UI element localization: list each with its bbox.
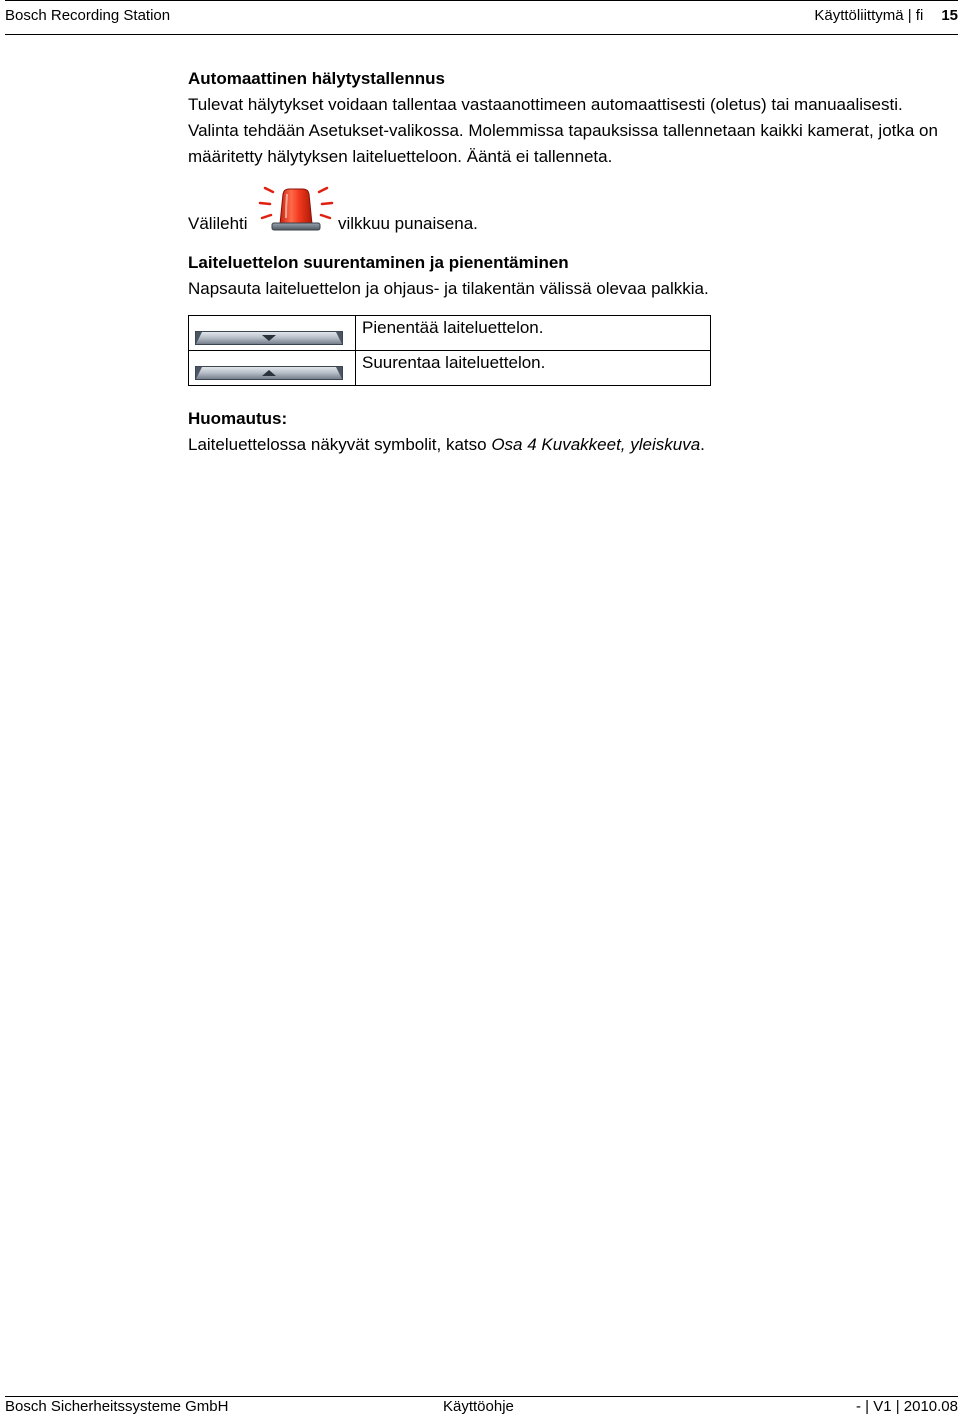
section-device-list-resize: [188, 250, 948, 302]
header-section: Käyttöliittymä | fi: [814, 7, 924, 24]
table-row: [189, 316, 711, 351]
alarm-beacon-icon: [258, 184, 334, 232]
page-content: [188, 66, 948, 458]
note-text-after: .: [700, 435, 705, 454]
alarm-tab-text-before: Välilehti: [188, 214, 248, 233]
note-text-before: Laiteluettelossa näkyvät symbolit, katso: [188, 435, 492, 454]
table-row: [189, 351, 711, 386]
alarm-tab-line: [188, 184, 948, 240]
header-right: [814, 1, 958, 31]
footer-doc-type: Käyttöohje: [443, 1398, 514, 1415]
table-cell-icon: [189, 316, 356, 351]
footer-company: Bosch Sicherheitssysteme GmbH: [5, 1398, 229, 1415]
section-paragraph-device-list: Napsauta laiteluettelon ja ohjaus- ja tilakentän välissä olevaa palkkia.: [188, 279, 709, 298]
bar-arrow-down-icon: [195, 330, 343, 346]
header-title: Bosch Recording Station: [5, 7, 171, 24]
page-number: 15: [941, 7, 958, 24]
section-heading-device-list: Laiteluettelon suurentaminen ja pienentäminen: [188, 253, 569, 272]
section-heading-alarm-recording: Automaattinen hälytystallennus: [188, 69, 445, 88]
page-header: [5, 0, 958, 35]
table-cell-text: Suurentaa laiteluettelon.: [356, 351, 711, 386]
note-text: [188, 432, 948, 458]
section-paragraph-alarm-recording: Tulevat hälytykset voidaan tallentaa vastaanottimeen automaattisesti (oletus) tai manuaalisesti. Valinta tehdään Asetukset-valikossa. Molemmissa tapauksissa tallennetaan kaikki kamerat, jotka on määritetty hälytyksen laiteluetteloon. Ääntä ei tallenneta.: [188, 95, 938, 166]
page-footer: [5, 1396, 958, 1415]
resize-bar-table: [188, 315, 711, 386]
note-reference-link: Osa 4 Kuvakkeet, yleiskuva: [491, 435, 701, 454]
bar-arrow-up-icon: [195, 365, 343, 381]
table-cell-text: Pienentää laiteluettelon.: [356, 316, 711, 351]
note-block: [188, 406, 948, 458]
table-cell-icon: [189, 351, 356, 386]
footer-version: - | V1 | 2010.08: [855, 1398, 958, 1415]
note-label: Huomautus:: [188, 409, 288, 428]
alarm-tab-text-after: vilkkuu punaisena.: [338, 214, 478, 233]
